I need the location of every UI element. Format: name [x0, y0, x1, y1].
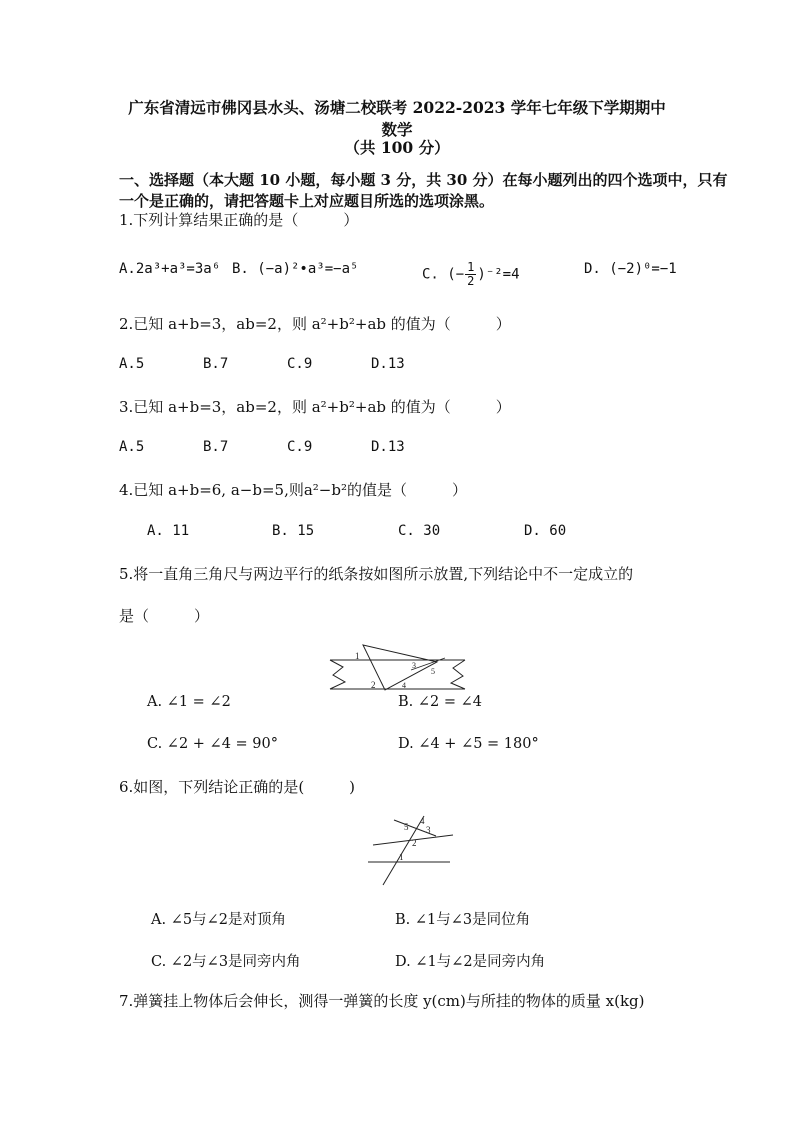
question-2-option-a: A.5 — [119, 356, 145, 372]
question-4-option-b: B. 15 — [272, 523, 315, 539]
exam-title: 广东省清远市佛冈县水头、汤塘二校联考 2022-2023 学年七年级下学期期中 — [128, 98, 666, 117]
question-6-option-d: D. ∠1与∠2是同旁内角 — [395, 954, 546, 970]
angle-label-5: 5 — [404, 822, 409, 832]
question-6-stem: 6.如图，下列结论正确的是( ) — [119, 778, 356, 796]
fraction — [465, 261, 476, 288]
subject-title: 数学 — [381, 120, 413, 139]
angle-label-3: 3 — [412, 661, 416, 670]
question-3-option-c: C.9 — [287, 439, 313, 455]
angle-label-4: 4 — [420, 816, 425, 826]
strip-left-zigzag — [330, 660, 345, 689]
question-3-option-b: B.7 — [203, 439, 229, 455]
angle-label-4: 4 — [402, 681, 406, 690]
question-5-option-c: C. ∠2 + ∠4 = 90° — [147, 736, 278, 752]
section-heading-line1: 一、选择题（本大题 10 小题，每小题 3 分，共 30 分）在每小题列出的四个选项中，只有 — [119, 171, 728, 189]
triangle-ruler-figure — [325, 640, 470, 692]
question-2-option-d: D.13 — [371, 356, 405, 372]
fraction-numerator: 1 — [467, 260, 475, 274]
total-score: （共 100 分） — [344, 138, 450, 157]
question-2-option-b: B.7 — [203, 356, 229, 372]
question-4-option-c: C. 30 — [398, 523, 441, 539]
question-7-stem: 7.弹簧挂上物体后会伸长，测得一弹簧的长度 y(cm)与所挂的物体的质量 x(kg) — [119, 992, 645, 1010]
fraction-denominator: 2 — [467, 274, 475, 288]
angle-label-3: 3 — [426, 825, 431, 835]
question-6-option-c: C. ∠2与∠3是同旁内角 — [151, 954, 301, 970]
question-5-stem-line2: 是（ ） — [119, 607, 210, 625]
angle-label-1: 1 — [355, 651, 360, 661]
question-4-stem: 4.已知 a+b=6, a−b=5,则a²−b²的值是（ ） — [119, 481, 467, 499]
question-5-option-b: B. ∠2 = ∠4 — [398, 694, 482, 710]
question-6-option-b: B. ∠1与∠3是同位角 — [395, 912, 531, 928]
question-1-option-d: D. (−2)⁰=−1 — [584, 261, 677, 277]
question-1-option-c — [422, 261, 520, 288]
section-heading-line2: 一个是正确的，请把答题卡上对应题目所选的选项涂黑。 — [119, 192, 495, 210]
question-5-option-a: A. ∠1 = ∠2 — [147, 694, 231, 710]
option-c-prefix: C. (− — [422, 266, 465, 283]
question-3-option-a: A.5 — [119, 439, 145, 455]
question-1-stem: 1.下列计算结果正确的是（ ） — [119, 211, 359, 229]
question-5-option-d: D. ∠4 + ∠5 = 180° — [398, 736, 539, 752]
angle-label-5: 5 — [431, 667, 435, 676]
question-3-option-d: D.13 — [371, 439, 405, 455]
question-4-option-a: A. 11 — [147, 523, 190, 539]
question-5-stem-line1: 5.将一直角三角尺与两边平行的纸条按如图所示放置,下列结论中不一定成立的 — [119, 565, 634, 583]
parallel-lines-figure — [368, 812, 458, 888]
question-4-option-d: D. 60 — [524, 523, 567, 539]
question-6-option-a: A. ∠5与∠2是对顶角 — [151, 912, 286, 928]
question-2-option-c: C.9 — [287, 356, 313, 372]
question-2-stem: 2.已知 a+b=3，ab=2，则 a²+b²+ab 的值为（ ） — [119, 315, 511, 333]
question-1-option-b: B. (−a)²•a³=−a⁵ — [232, 261, 359, 277]
angle-label-1: 1 — [399, 852, 404, 862]
angle-label-2: 2 — [412, 838, 417, 848]
angle-label-2: 2 — [371, 680, 376, 690]
strip-right-zigzag — [451, 660, 465, 689]
option-c-suffix: )⁻²=4 — [477, 266, 520, 283]
question-1-option-a: A.2a³+a³=3a⁶ — [119, 261, 221, 277]
question-3-stem: 3.已知 a+b=3，ab=2，则 a²+b²+ab 的值为（ ） — [119, 398, 511, 416]
